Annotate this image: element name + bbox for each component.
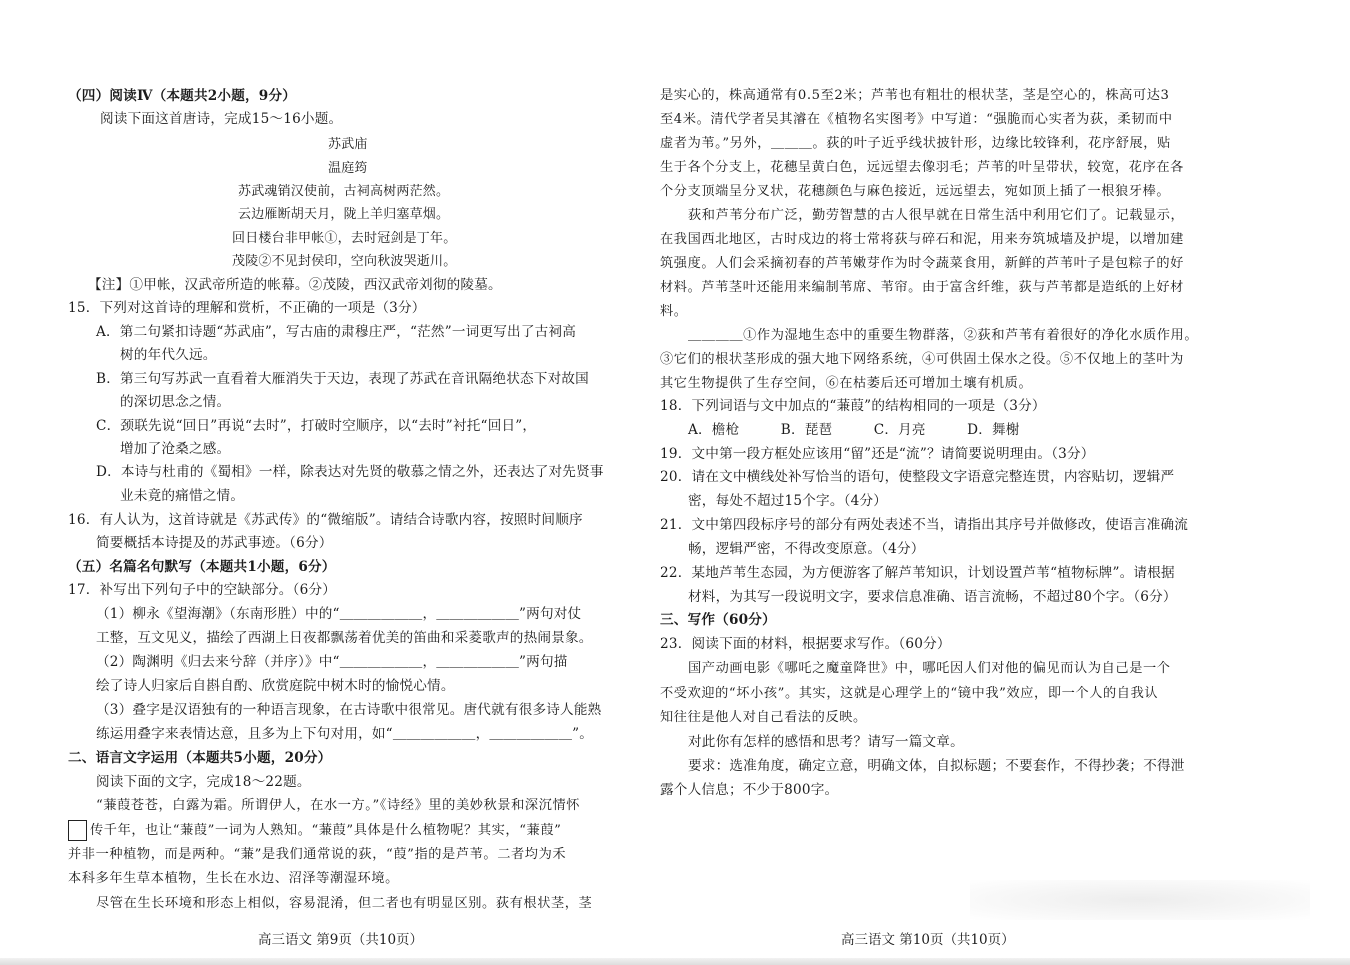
passage-text: 筑强度。人们会采摘初春的芦苇嫩芽作为时令蔬菜食用，新鲜的芦苇叶子是包粽子的好 xyxy=(660,256,1184,271)
essay-material: 不受欢迎的“坏小孩”。其实，这就是心理学上的“镜中我”效应，即一个人的自我认 xyxy=(660,686,1159,701)
question-21: 21．文中第四段标序号的部分有两处表述不当，请指出其序号并做修改，使语言准确流 xyxy=(660,517,1189,533)
passage-text: 个分支顶端呈分叉状，花穗颜色与麻色接近，远远望去，宛如顶上插了一根狼牙棒。 xyxy=(660,184,1171,199)
question-17-2-cont: 绘了诗人归家后自斟自酌、欣赏庭院中树木时的愉悦心情。 xyxy=(96,678,455,694)
page-footer: 高三语文 第10页（共10页） xyxy=(841,932,1015,948)
instruction-text: 阅读下面的文字，完成18～22题。 xyxy=(96,774,311,790)
poem-title: 苏武庙 xyxy=(328,137,368,152)
passage-text: 料。 xyxy=(660,304,688,319)
question-16-cont: 简要概括本诗提及的苏武事迹。（6分） xyxy=(96,535,333,551)
instruction-text: 阅读下面这首唐诗，完成15～16小题。 xyxy=(100,111,343,127)
essay-requirements-cont: 露个人信息；不少于800字。 xyxy=(660,782,839,798)
option-a-cont: 树的年代久远。 xyxy=(120,347,217,363)
poem-author: 温庭筠 xyxy=(328,161,368,176)
passage-text: ＿＿＿＿①作为湿地生态中的重要生物群落，②荻和芦苇有着很好的净化水质作用。 xyxy=(688,328,1199,343)
poem-line: 回日楼台非甲帐①，去时冠剑是丁年。 xyxy=(232,231,457,246)
question-17-2: （2）陶渊明《归去来兮辞（并序）》中“＿＿＿＿＿＿，＿＿＿＿＿＿”两句描 xyxy=(96,654,568,670)
passage-text: 本科多年生草本植物，生长在水边、沼泽等潮湿环境。 xyxy=(68,871,399,886)
poem-line: 苏武魂销汉使前，古祠高树两茫然。 xyxy=(238,184,450,199)
question-15: 15．下列对这首诗的理解和赏析，不正确的一项是（3分） xyxy=(68,300,426,316)
option-c: C．颈联先说“回日”再说“去时”，打破时空顺序，以“去时”衬托“回日”， xyxy=(96,418,537,434)
question-17-3: （3）叠字是汉语独有的一种语言现象，在古诗歌中很常见。唐代就有很多诗人能熟 xyxy=(96,702,602,718)
question-20: 20．请在文中横线处补写恰当的语句，使整段文字语意完整连贯，内容贴切，逻辑严 xyxy=(660,469,1175,485)
passage-text: 尽管在生长环境和形态上相似，容易混淆，但二者也有明显区别。荻有根状茎，茎 xyxy=(96,896,593,911)
passage-text: 荻和芦苇分布广泛，勤劳智慧的古人很早就在日常生活中利用它们了。记载显示， xyxy=(688,208,1185,223)
answer-box xyxy=(68,820,87,841)
section-heading: （四）阅读Ⅳ（本题共2小题，9分） xyxy=(68,88,297,104)
scan-smudge xyxy=(970,880,1310,920)
poem-line: 茂陵②不见封侯印，空向秋波哭逝川。 xyxy=(232,254,457,269)
page-10 xyxy=(660,0,1350,965)
passage-text: 传千年，也让“蒹葭”一词为人熟知。“蒹葭”具体是什么植物呢？其实，“蒹葭” xyxy=(90,823,562,838)
section-heading: 二、语言文字运用（本题共5小题，20分） xyxy=(68,750,332,766)
option-b: B．第三句写苏武一直看着大雁消失于天边，表现了苏武在音讯隔绝状态下对故国 xyxy=(96,371,589,387)
question-17: 17．补写出下列句子中的空缺部分。（6分） xyxy=(68,582,337,598)
essay-prompt: 对此你有怎样的感悟和思考？请写一篇文章。 xyxy=(688,734,964,750)
passage-text: 是实心的，株高通常有0.5至2米；芦苇也有粗壮的根状茎，茎是空心的，株高可达3 xyxy=(660,88,1170,103)
option-d-cont: 业未竟的痛惜之情。 xyxy=(120,488,245,504)
page-footer: 高三语文 第9页（共10页） xyxy=(258,932,424,948)
question-16: 16．有人认为，这首诗就是《苏武传》的“微缩版”。请结合诗歌内容，按照时间顺序 xyxy=(68,512,583,528)
question-22: 22．某地芦苇生态园，为方便游客了解芦苇知识，计划设置芦苇“植物标牌”。请根据 xyxy=(660,565,1175,581)
question-18-options: A．檐枪 B．琵琶 C．月亮 D．舞榭 xyxy=(688,422,1020,438)
question-23: 23．阅读下面的材料，根据要求写作。（60分） xyxy=(660,636,951,652)
question-17-3-cont: 练运用叠字来表情达意，且多为上下句对用，如“＿＿＿＿＿＿，＿＿＿＿＿＿”。 xyxy=(96,726,594,742)
passage-text: 材料。芦苇茎叶还能用来编制苇席、苇帘。由于富含纤维，荻与芦苇都是造纸的上好材 xyxy=(660,280,1184,295)
option-b-cont: 的深切思念之情。 xyxy=(120,394,231,410)
passage-text: 虚者为苇。”另外，＿＿＿。荻的叶子近乎线状披针形，边缘比较锋利，花序舒展，贴 xyxy=(660,136,1171,151)
passage-text: 并非一种植物，而是两种。“蒹”是我们通常说的荻，“葭”指的是芦苇。二者均为禾 xyxy=(68,847,567,862)
option-c-cont: 增加了沧桑之感。 xyxy=(120,441,231,457)
option-d: D．本诗与杜甫的《蜀相》一样，除表达对先贤的敬慕之情之外，还表达了对先贤事 xyxy=(96,464,604,480)
passage-text: ③它们的根状茎形成的强大地下网络系统，④可供固土保水之役。⑤不仅地上的茎叶为 xyxy=(660,352,1184,367)
passage-text: 在我国西北地区，古时戍边的将士常将荻与碎石和泥，用来夯筑城墙及护堤，以增加建 xyxy=(660,232,1184,247)
question-19: 19．文中第一段方框处应该用“留”还是“流”？请简要说明理由。（3分） xyxy=(660,446,1095,462)
section-heading: （五）名篇名句默写（本题共1小题，6分） xyxy=(68,559,336,575)
question-18: 18．下列词语与文中加点的“蒹葭”的结构相同的一项是（3分） xyxy=(660,398,1046,414)
question-17-1-cont: 工整，互文见义，描绘了西湖上日夜都飘荡着优美的笛曲和采菱歌声的热闹景象。 xyxy=(96,630,593,646)
essay-requirements: 要求：选准角度，确定立意，明确文体，自拟标题；不要套作，不得抄袭；不得泄 xyxy=(688,758,1185,774)
passage-text: 至4米。清代学者吴其濬在《植物名实图考》中写道：“强脆而心实者为荻，柔韧而中 xyxy=(660,112,1173,127)
question-22-cont: 材料，为其写一段说明文字，要求信息准确、语言流畅，不超过80个字。（6分） xyxy=(688,589,1177,605)
poem-line: 云边雁断胡天月，陇上羊归塞草烟。 xyxy=(238,207,450,222)
passage-text: 生于各个分支上，花穗呈黄白色，远远望去像羽毛；芦苇的叶呈带状，较宽，花序在各 xyxy=(660,160,1184,175)
section-heading: 三、写作（60分） xyxy=(660,612,776,628)
essay-material: 国产动画电影《哪吒之魔童降世》中，哪吒因人们对他的偏见而认为自己是一个 xyxy=(688,661,1171,676)
passage-text: 其它生物提供了生存空间，⑥在枯萎后还可增加土壤有机质。 xyxy=(660,376,1033,391)
question-17-1: （1）柳永《望海潮》（东南形胜）中的“＿＿＿＿＿＿，＿＿＿＿＿＿”两句对仗 xyxy=(96,606,582,622)
question-21-cont: 畅，逻辑严密，不得改变原意。（4分） xyxy=(688,541,925,557)
scan-edge xyxy=(0,958,1350,965)
essay-material: 知往往是他人对自己看法的反映。 xyxy=(660,710,867,725)
passage-text: “蒹葭苍苍，白露为霜。所谓伊人，在水一方。”《诗经》里的美妙秋景和深沉情怀 xyxy=(96,798,581,813)
option-a: A．第二句紧扣诗题“苏武庙”，写古庙的肃穆庄严，“茫然”一词更写出了古祠高 xyxy=(96,324,577,340)
poem-note: 【注】①甲帐，汉武帝所造的帐幕。②茂陵，西汉武帝刘彻的陵墓。 xyxy=(88,277,502,293)
question-20-cont: 密，每处不超过15个字。（4分） xyxy=(688,493,888,509)
